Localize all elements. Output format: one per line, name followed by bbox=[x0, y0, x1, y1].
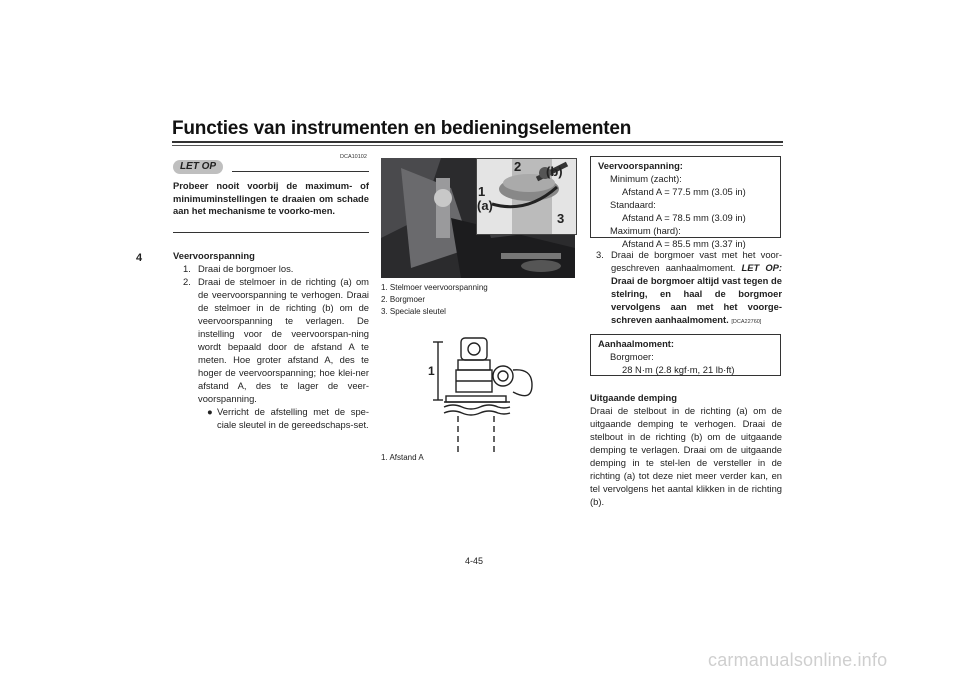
damping-text: Draai de stelbout in de richting (a) om de uitgaande demping te verhogen. Draai de stelbout in de richting (b) om de uitgaande demping te verlagen. Draai om de uitgaande demping in te stel-len de versteller in de richting (a) tot deze niet meer verder kan, en tel vervolgens het aantal klikken in de richting (b). bbox=[590, 405, 782, 507]
label-a: (a) bbox=[477, 198, 493, 213]
page-number: 4-45 bbox=[465, 556, 484, 566]
diagram-caption: 1. Afstand A bbox=[381, 453, 424, 462]
spec-box-preload bbox=[590, 156, 781, 249]
step-2 bbox=[183, 275, 369, 405]
bullet-text: Verricht de afstelling met de spe-ciale sleutel in de gereedschaps-set. bbox=[217, 406, 369, 430]
caption-3: 3. Speciale sleutel bbox=[381, 307, 446, 316]
label-2: 2 bbox=[514, 159, 522, 174]
page-title: Functies van instrumenten en bedieningselementen bbox=[172, 118, 632, 139]
notice-badge bbox=[173, 160, 223, 174]
spec-title: Aanhaalmoment: bbox=[598, 338, 675, 349]
step-3-notice-label: LET OP: bbox=[741, 262, 782, 273]
bullet-icon: ● bbox=[207, 406, 213, 417]
watermark: carmanualsonline.info bbox=[708, 650, 888, 670]
notice-rule bbox=[232, 171, 369, 172]
step-3-text: Draai de borgmoer vast met het voor-geschreven aanhaalmoment. bbox=[611, 249, 782, 273]
label-1: 1 bbox=[478, 184, 486, 199]
notice-text: Probeer nooit voorbij de maximum- of minimuminstellingen te draaien om schade aan het mechanisme te voorko-men. bbox=[173, 180, 369, 216]
spec-line: Afstand A = 77.5 mm (3.05 in) bbox=[622, 186, 746, 197]
spec-line: Minimum (zacht): bbox=[610, 173, 682, 184]
step-text: Draai de borgmoer los. bbox=[198, 263, 294, 274]
step-number: 3. bbox=[596, 249, 604, 260]
shock-diagram bbox=[428, 330, 554, 452]
notice-end-rule bbox=[173, 232, 369, 233]
spec-line: Maximum (hard): bbox=[610, 225, 681, 236]
header-rule bbox=[172, 141, 783, 143]
step-3 bbox=[596, 248, 782, 329]
diagram-label-1: 1 bbox=[428, 364, 435, 378]
notice-code: DCA10102 bbox=[340, 154, 367, 160]
spec-line: 28 N·m (2.8 kgf·m, 21 lb·ft) bbox=[622, 364, 735, 375]
caption-2: 2. Borgmoer bbox=[381, 295, 426, 304]
step-3-code: [DCA22760] bbox=[731, 319, 762, 325]
caption-1: 1. Stelmoer veervoorspanning bbox=[381, 283, 488, 292]
chapter-number: 4 bbox=[135, 252, 143, 264]
spec-line: Afstand A = 78.5 mm (3.09 in) bbox=[622, 212, 746, 223]
header-rule-thin bbox=[172, 145, 783, 146]
spec-box-torque bbox=[590, 334, 781, 376]
spec-line: Borgmoer: bbox=[610, 351, 654, 362]
label-b: (b) bbox=[546, 164, 563, 179]
spec-line: Afstand A = 85.5 mm (3.37 in) bbox=[622, 238, 746, 249]
distance-a-diagram bbox=[428, 330, 554, 457]
step-1 bbox=[183, 262, 369, 275]
photo-captions bbox=[381, 282, 488, 318]
step-number: 1. bbox=[183, 263, 191, 274]
section-title: Veervoorspanning bbox=[173, 250, 255, 261]
step-3-notice-text: Draai de borgmoer altijd vast tegen de stelring, en haal de borgmoer vervolgens aan met het voorge-schreven aanhaalmoment. bbox=[611, 275, 782, 325]
notice-label: LET OP bbox=[179, 161, 217, 172]
step-3-content bbox=[611, 248, 782, 329]
step-text: Draai de stelmoer in de richting (a) om de veervoorspanning te verhogen. Draai de stelmoer in de richting (b) om de veervoorspanning te verlagen. De instelling voor de veervoorspan-ning wordt bepaald door de afstand A te meten. Hoe groter afstand A, des te hoger de veervoorspanning; hoe klei-ner afstand A, des te lager de veer-voorspanning. bbox=[198, 276, 369, 404]
step-number: 2. bbox=[183, 276, 191, 287]
damping-title: Uitgaande demping bbox=[590, 392, 677, 403]
bullet-item bbox=[207, 405, 369, 431]
spec-title: Veervoorspanning: bbox=[598, 160, 683, 171]
label-3: 3 bbox=[557, 211, 565, 226]
spec-line: Standaard: bbox=[610, 199, 656, 210]
